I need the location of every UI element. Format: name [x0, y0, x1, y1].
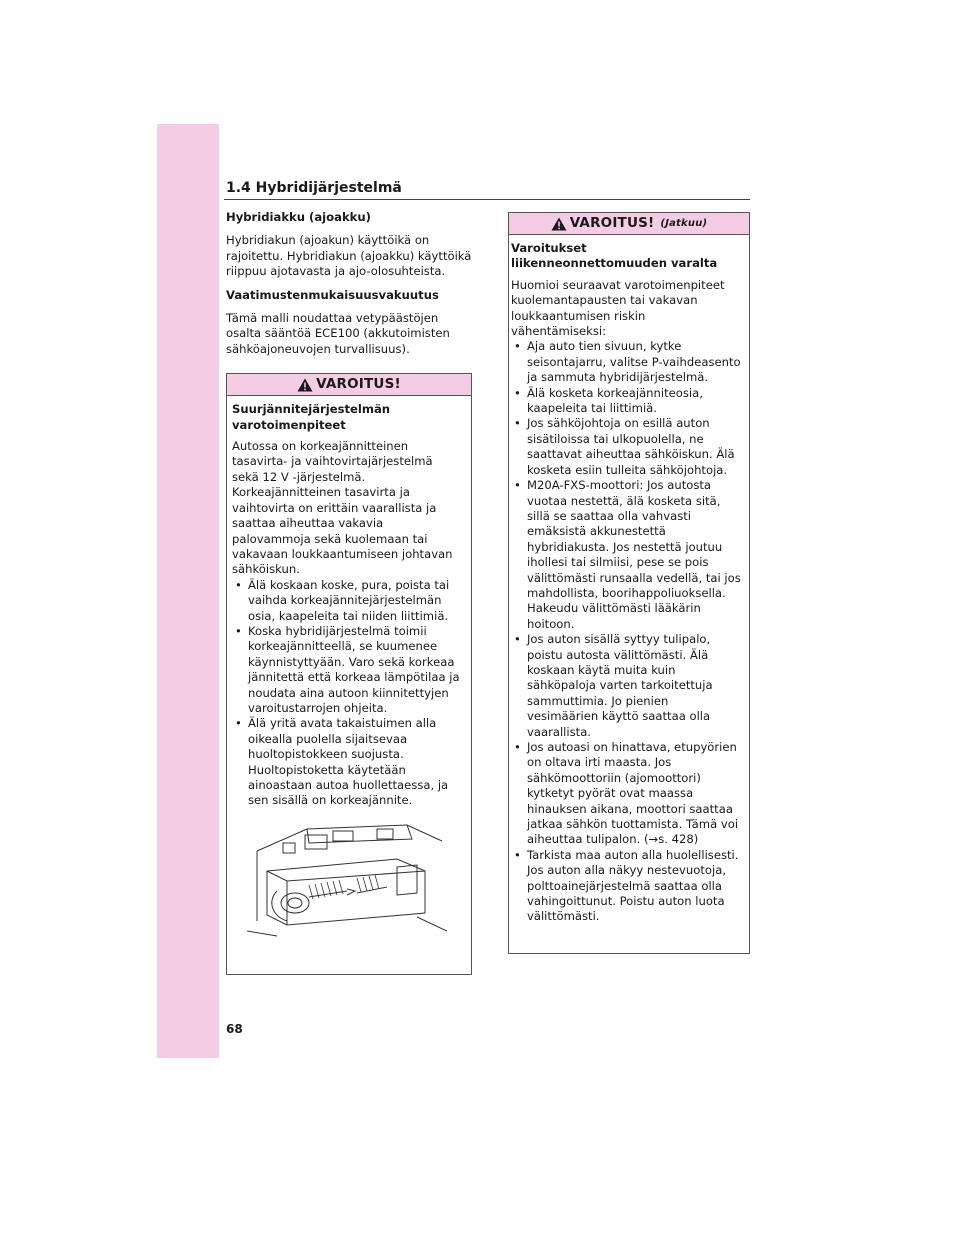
list-item: • Jos sähköjohtoja on esillä auton sisätiloissa tai ulkopuolella, ne saattavat aiheuttaa sähköiskun. Älä kosketa esiin tulleita sähköjohtoja.: [511, 416, 741, 478]
list-item: • Jos autoasi on hinattava, etupyörien on oltava irti maasta. Jos sähkömoottoriin (ajomoottori) kytketyt pyörät ovat maassa hinauksen aikana, moottori saattaa jatkaa sähkön tuottamista. Tämä voi aiheuttaa tulipalon. (→s. 428): [511, 740, 741, 848]
warning-subheading: Varoitukset liikenneonnettomuuden varalta: [511, 241, 718, 271]
warning-bullet-list: [511, 339, 741, 924]
page-number: 68: [226, 1022, 243, 1036]
warning-title: VAROITUS!: [569, 214, 655, 231]
warning-triangle-icon: [551, 217, 567, 231]
list-item: • Älä kosketa korkeajänniteosia, kaapeleita tai liittimiä.: [511, 386, 741, 417]
right-column: [508, 212, 750, 954]
list-item: • Jos auton sisällä syttyy tulipalo, poistu autosta välittömästi. Älä koskaan käytä muita kuin sähköpaloja varten tarkoitettuja sammuttimia. Jo pienien vesimäärien käyttö saattaa olla vaarallista.: [511, 632, 741, 740]
heading-conformity: Vaatimustenmukaisuusvakuutus: [226, 287, 439, 302]
section-title: 1.4 Hybridijärjestelmä: [226, 180, 402, 196]
warning-title: VAROITUS!: [316, 376, 401, 393]
battery-service-plug-illustration: [247, 821, 447, 941]
list-item: • M20A-FXS-moottori: Jos autosta vuotaa nestettä, älä kosketa sitä, sillä se saattaa olla vahvasti emäksistä akkunestettä hybridiakusta. Jos nestettä joutuu ihollesi tai silmiisi, pese se pois välittömästi runsaalla vedellä, tai jos mahdollista, boorihappoliuoksella. Hakeudu välittömästi lääkärin hoitoon.: [511, 478, 741, 632]
warning-intro: Huomioi seuraavat varotoimenpiteet kuolemantapausten tai vakavan loukkaantumisen riskin vähentämiseksi:: [511, 277, 725, 339]
warning-box-right: [508, 212, 750, 954]
warning-box-left: [226, 373, 472, 975]
paragraph-battery-life: Hybridiakun (ajoakun) käyttöikä on rajoitettu. Hybridiakun (ajoakku) käyttöikä riippuu ajotavasta ja ajo-olosuhteista.: [226, 233, 472, 279]
list-item: • Tarkista maa auton alla huolellisesti. Jos auton alla näkyy nestevuotoja, polttoainejärjestelmä saattaa olla vahingoittunut. Poistu auton luota välittömästi.: [511, 848, 741, 925]
warning-bullet-list: [232, 578, 463, 809]
list-item: • Koska hybridijärjestelmä toimii korkeajännitteellä, se kuumenee käynnistyttyään. Varo sekä korkeaa jännitettä että korkeaa lämpötilaa ja noudata aina autoon kiinnitettyjen varoitustarrojen ohjeita.: [232, 624, 463, 716]
list-item: • Älä koskaan koske, pura, poista tai vaihda korkeajännitejärjestelmän osia, kaapeleita tai niiden liittimiä.: [232, 578, 463, 624]
heading-hybrid-battery: Hybridiakku (ajoakku): [226, 210, 371, 224]
left-column: [226, 210, 472, 975]
paragraph-conformity: Tämä malli noudattaa vetypäästöjen osalta sääntöä ECE100 (akkutoimisten sähköajoneuvojen turvallisuus).: [226, 311, 450, 356]
warning-header: [227, 374, 471, 396]
warning-continued-label: (Jatkuu): [660, 217, 708, 229]
warning-subheading: Suurjännitejärjestelmän varotoimenpiteet: [232, 402, 391, 432]
header-divider: [224, 199, 750, 200]
warning-body: [227, 396, 471, 953]
list-item: • Aja auto tien sivuun, kytke seisontajarru, valitse P-vaihdeasento ja sammuta hybridijärjestelmä.: [511, 339, 741, 385]
list-item: • Älä yritä avata takaistuimen alla oikealla puolella sijaitsevaa huoltopistokkeen suojusta. Huoltopistoketta käytetään ainoastaan autoa huollettaessa, ja sen sisällä on korkeajännite.: [232, 716, 463, 808]
warning-body: [509, 235, 749, 933]
warning-intro: Autossa on korkeajännitteinen tasavirta- ja vaihtovirtajärjestelmä sekä 12 V -järjestelmä. Korkeajännitteinen tasavirta ja vaihtovirta on erittäin vaarallista ja saattaa aiheuttaa vakavia palovammoja sekä kuolemaan tai vakavaan loukkaantumiseen johtavan sähköiskun.: [232, 439, 453, 577]
side-tab-strip: [157, 124, 219, 1058]
warning-triangle-icon: [297, 378, 313, 392]
warning-header: [509, 213, 749, 235]
